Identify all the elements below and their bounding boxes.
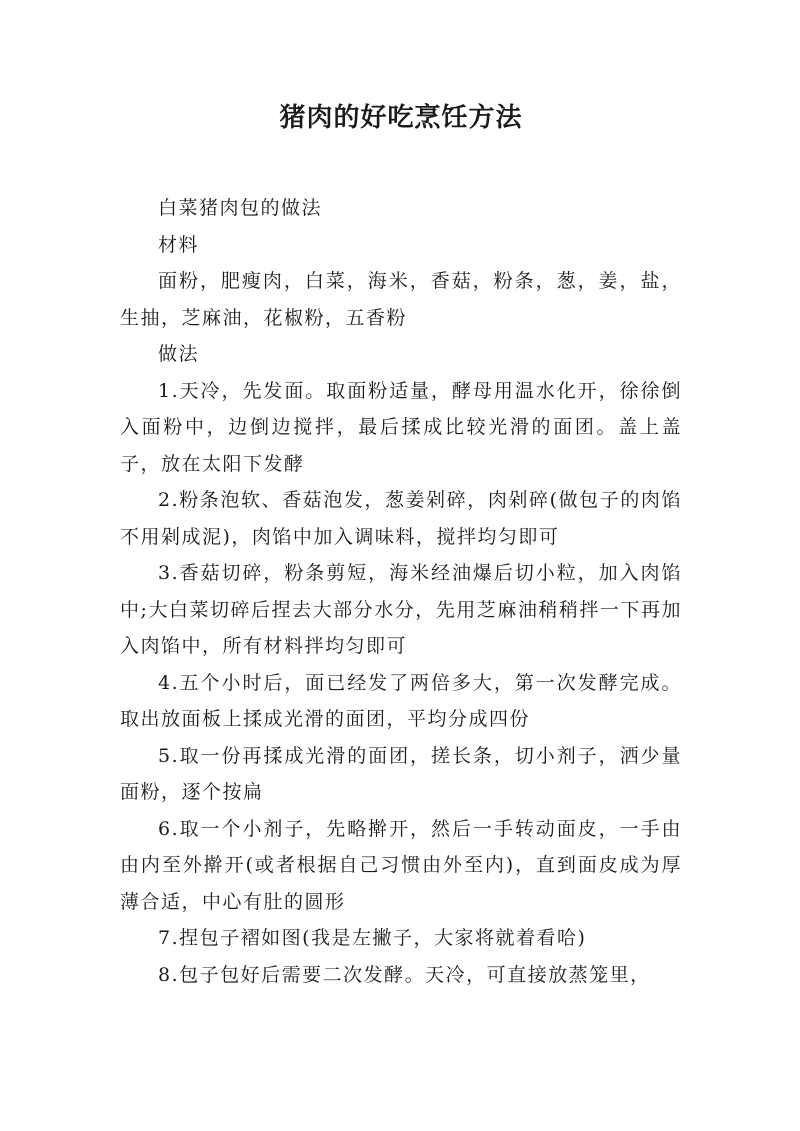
paragraph-step-1: 1.天冷，先发面。取面粉适量，酵母用温水化开，徐徐倒入面粉中，边倒边搅拌，最后揉成比较光滑的面团。盖上盖子，放在太阳下发酵 (120, 379, 682, 475)
paragraph-materials-list: 面粉，肥瘦肉，白菜，海米，香菇，粉条，葱，姜，盐，生抽，芝麻油，花椒粉，五香粉 (120, 270, 682, 329)
paragraph-step-8: 8.包子包好后需要二次发酵。天冷，可直接放蒸笼里， (158, 963, 651, 986)
paragraph-method-heading: 做法 (158, 343, 200, 365)
paragraph-step-6: 6.取一个小剂子，先略擀开，然后一手转动面皮，一手由由内至外擀开(或者根据自己习惯由外至内)，直到面皮成为厚薄合适，中心有肚的圆形 (120, 817, 682, 913)
paragraph-step-7: 7.捏包子褶如图(我是左撇子，大家将就着看哈) (158, 927, 587, 949)
document-title: 猪肉的好吃烹饪方法 (279, 103, 523, 133)
paragraph-step-3: 3.香菇切碎，粉条剪短，海米经油爆后切小粒，加入肉馅中;大白菜切碎后捏去大部分水分，先用芝麻油稍稍拌一下再加入肉馅中，所有材料拌均匀即可 (120, 562, 682, 657)
paragraph-recipe-name: 白菜猪肉包的做法 (158, 197, 323, 219)
paragraph-step-2: 2.粉条泡软、香菇泡发，葱姜剁碎，肉剁碎(做包子的肉馅不用剁成泥)，肉馅中加入调味料，搅拌均匀即可 (120, 489, 682, 548)
paragraph-step-5: 5.取一份再揉成光滑的面团，搓长条，切小剂子，洒少量面粉，逐个按扁 (120, 744, 682, 803)
paragraph-materials-heading: 材料 (158, 233, 200, 256)
paragraph-step-4: 4.五个小时后，面已经发了两倍多大，第一次发酵完成。取出放面板上揉成光滑的面团，平均分成四份 (120, 671, 682, 730)
document-body (120, 190, 682, 993)
